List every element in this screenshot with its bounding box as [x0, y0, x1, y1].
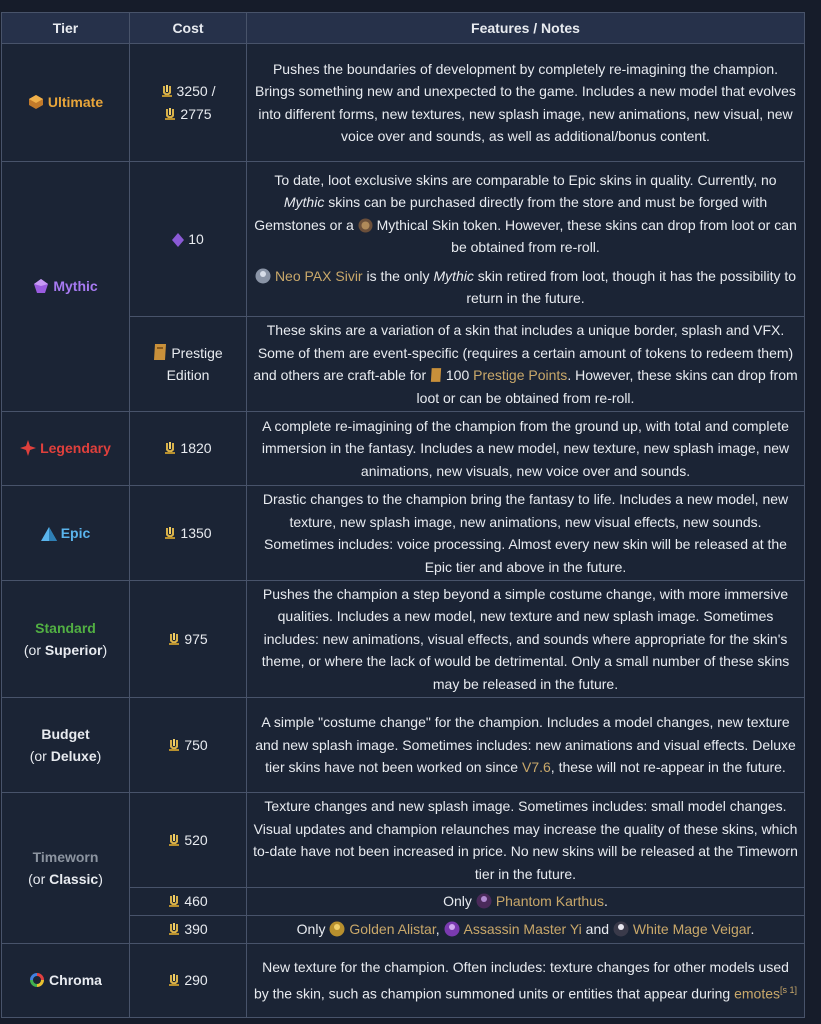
cost-value: 1820 [180, 440, 212, 457]
table-row-budget [2, 698, 805, 793]
tier-alt-label: Superior [44, 642, 103, 658]
cost-value: 975 [184, 630, 208, 647]
v7-6-link[interactable]: V7.6 [521, 759, 551, 776]
notes-text: Mythical Skin token. However, these skins can drop from loot or can be obtained from re-roll. [372, 216, 797, 255]
golden-alistar-link[interactable]: Golden Alistar [349, 921, 436, 938]
notes-text: and [581, 921, 613, 938]
cost-standard [130, 581, 247, 698]
white-mage-veigar-link[interactable]: White Mage Veigar [632, 921, 751, 938]
cost-prestige [130, 317, 247, 412]
rp-coin-icon [164, 526, 176, 541]
cost-timeworn-460 [130, 888, 247, 916]
tier-alt-suffix: ) [102, 642, 108, 658]
table-header-row [2, 13, 805, 44]
notes-text: Only [443, 893, 476, 910]
notes-text: . However, these skins can drop from loot or can be obtained from re-roll. [416, 367, 798, 406]
emotes-link[interactable]: emotes [734, 985, 781, 1002]
header-cost: Cost [130, 13, 247, 44]
mythic-token-icon [358, 218, 373, 233]
cost-value: 2775 [180, 105, 212, 122]
notes-text: Mythic [433, 267, 474, 284]
rp-coin-icon [168, 922, 180, 937]
cost-value: 3250 / [176, 83, 216, 99]
tier-alt-label: Classic [49, 871, 99, 887]
cost-ultimate [130, 44, 247, 162]
notes-prestige [247, 317, 805, 412]
tier-legendary [2, 412, 130, 486]
cost-legendary [130, 412, 247, 486]
prestige-icon [153, 343, 167, 361]
notes-text: . [750, 921, 755, 938]
notes-timeworn-390 [247, 916, 805, 944]
cost-value: Edition [166, 367, 210, 383]
table-row-ultimate [2, 44, 805, 162]
neo-pax-sivir-link[interactable]: Neo PAX Sivir [274, 267, 363, 284]
rp-coin-icon [164, 107, 176, 122]
tier-alt-prefix: (or [28, 871, 50, 887]
notes-text: is the only [362, 267, 434, 284]
cost-chroma [130, 944, 247, 1018]
notes-ultimate: Pushes the boundaries of development by completely re-imagining the champion. Brings something new and unexpected to the game. Includes a new model that evolves into different forms, new textures, new splash image, new animations, new visual, new voice over and sounds, as well as additional/bonus content. [247, 44, 805, 162]
table-row-mythic [2, 162, 805, 317]
skin-tier-table [1, 12, 805, 1018]
tier-alt-suffix: ) [98, 871, 103, 887]
prestige-icon [430, 367, 442, 383]
notes-text: Only [296, 921, 330, 938]
tier-label: Budget [41, 725, 90, 742]
header-tier: Tier [2, 13, 130, 44]
notes-timeworn-460 [247, 888, 805, 916]
notes-timeworn: Texture changes and new splash image. Sometimes includes: small model changes. Visual updates and champion relaunches may increase the quality of these skins, which to-date have not been increased in price. No new skins will be released at the Timeworn tier in the future. [247, 793, 805, 888]
table-row-timeworn [2, 793, 805, 888]
tier-mythic [2, 162, 130, 412]
table-row-epic [2, 486, 805, 581]
notes-text: A simple "costume change" for the champion. Includes a model changes, new texture and new splash image. Sometimes includes: new animations and visual effects. Deluxe tier skins have not been worked on since [255, 714, 796, 776]
notes-epic: Drastic changes to the champion bring the fantasy to life. Includes a new model, new texture, new splash image, new animations, new visual effects, new sounds. Sometimes includes: voice processing. Almost every new skin will be released at the Epic tier and above in the future. [247, 486, 805, 581]
cost-value: 290 [184, 972, 208, 989]
notes-text: , these will not re-appear in the future. [550, 759, 786, 776]
prestige-points-link[interactable]: Prestige Points [473, 367, 568, 383]
notes-text: skins can be purchased directly from the store and must be forged with Gemstones or a [254, 194, 768, 233]
cost-value: 750 [184, 736, 208, 753]
notes-chroma [247, 944, 805, 1018]
tier-label: Mythic [53, 278, 98, 295]
notes-text: 100 [442, 367, 474, 383]
cost-value: 460 [184, 893, 208, 910]
cost-value: 390 [184, 921, 208, 938]
table-row-chroma [2, 944, 805, 1018]
ultimate-icon [28, 94, 44, 110]
cost-mythic [130, 162, 247, 317]
tier-standard [2, 581, 130, 698]
tier-label: Epic [60, 524, 91, 541]
champion-portrait-icon [255, 268, 271, 284]
champion-portrait-icon [613, 921, 629, 937]
phantom-karthus-link[interactable]: Phantom Karthus [495, 893, 604, 910]
tier-label: Legendary [40, 440, 111, 457]
tier-label: Chroma [49, 972, 102, 989]
cost-value: 1350 [180, 524, 212, 541]
tier-timeworn [2, 793, 130, 944]
cost-value: 10 [188, 230, 204, 247]
rp-coin-icon [168, 973, 180, 988]
notes-text: These skins are a variation of a skin that includes a unique border, splash and VFX. Some of them are event-specific (requires a certain amount of tokens to redeem them) and others are craft-able for [253, 322, 794, 383]
header-notes: Features / Notes [247, 13, 805, 44]
cost-value: Prestige [171, 344, 223, 361]
assassin-master-yi-link[interactable]: Assassin Master Yi [463, 921, 582, 938]
tier-alt-prefix: (or [29, 748, 51, 764]
rp-coin-icon [168, 894, 180, 909]
notes-text: New texture for the champion. Often includes: texture changes for other models used by the skin, such as champion summoned units or entities that appear during [253, 959, 789, 1002]
rp-coin-icon [161, 84, 173, 99]
table-row-standard [2, 581, 805, 698]
notes-text: , [435, 921, 444, 938]
notes-budget [247, 698, 805, 793]
rp-coin-icon [164, 441, 176, 456]
rp-coin-icon [168, 738, 180, 753]
tier-alt-label: Deluxe [50, 748, 97, 764]
notes-legendary: A complete re-imagining of the champion from the ground up, with total and complete immersion in the fantasy. Includes a new model, new texture, new splash image, new animations, new visuals, new voice over and sounds. [247, 412, 805, 486]
legendary-icon [20, 440, 36, 456]
notes-standard: Pushes the champion a step beyond a simple costume change, with more immersive qualities. Includes a new model, new texture and new splash image. Sometimes includes: new animations, visual effects, and sounds where appropriate for the skin's theme, or where the lack of would be detrimental. Only a small number of these skins may be released in the future. [247, 581, 805, 698]
champion-portrait-icon [476, 893, 492, 909]
rp-coin-icon [168, 833, 180, 848]
tier-ultimate [2, 44, 130, 162]
tier-budget [2, 698, 130, 793]
cost-timeworn-390 [130, 916, 247, 944]
cost-value: 520 [184, 831, 208, 848]
champion-portrait-icon [444, 921, 460, 937]
citation-link[interactable]: [s 1] [780, 984, 798, 995]
notes-text: . [603, 893, 608, 910]
table-row-legendary [2, 412, 805, 486]
tier-label: Timeworn [32, 848, 99, 865]
notes-text: skin retired from loot, though it has the possibility to return in the future. [466, 267, 797, 306]
cost-timeworn [130, 793, 247, 888]
champion-portrait-icon [329, 921, 345, 937]
tier-alt-suffix: ) [96, 748, 102, 764]
mythic-gem-icon [172, 233, 184, 247]
mythic-gem-icon [33, 278, 49, 294]
cost-epic [130, 486, 247, 581]
tier-label: Ultimate [47, 94, 104, 111]
chroma-icon [29, 972, 45, 988]
tier-chroma [2, 944, 130, 1018]
notes-mythic [247, 162, 805, 317]
epic-icon [41, 527, 57, 541]
notes-text: Mythic [283, 194, 325, 210]
cost-budget [130, 698, 247, 793]
tier-alt-prefix: (or [23, 642, 45, 658]
notes-text: To date, loot exclusive skins are comparable to Epic skins in quality. Currently, no [274, 171, 777, 188]
tier-label: Standard [35, 619, 96, 636]
rp-coin-icon [168, 632, 180, 647]
tier-epic [2, 486, 130, 581]
